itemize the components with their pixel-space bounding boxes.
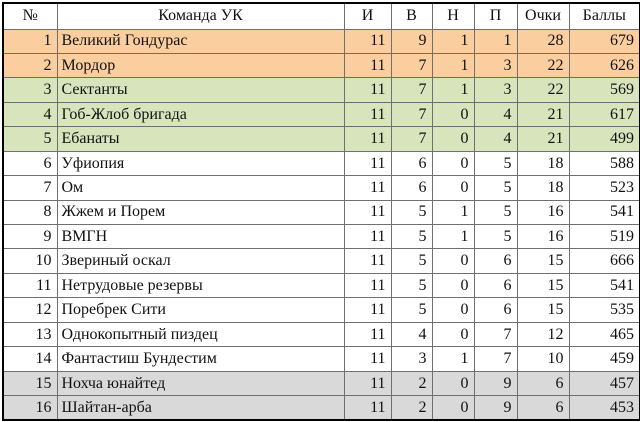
score-cell: 617 [569, 102, 640, 126]
position-cell: 14 [3, 347, 57, 371]
standings-table [2, 2, 640, 421]
score-cell: 535 [569, 298, 640, 322]
points-cell: 18 [517, 176, 569, 200]
points-cell: 6 [517, 371, 569, 395]
col-header-points: Очки [517, 3, 569, 29]
team-name-cell: Ом [57, 176, 344, 200]
col-header-position: № [3, 3, 57, 29]
team-name-cell: Ебанаты [57, 127, 344, 151]
games-played-cell: 11 [344, 371, 391, 395]
wins-cell: 7 [391, 53, 432, 77]
games-played-cell: 11 [344, 127, 391, 151]
draws-cell: 0 [432, 151, 474, 175]
team-name-cell: Однокопытный пиздец [57, 322, 344, 346]
losses-cell: 7 [474, 347, 517, 371]
score-cell: 541 [569, 273, 640, 297]
table-row [3, 29, 640, 53]
wins-cell: 2 [391, 396, 432, 420]
col-header-games: И [344, 3, 391, 29]
table-row [3, 151, 640, 175]
team-name-cell: Жжем и Порем [57, 200, 344, 224]
losses-cell: 5 [474, 176, 517, 200]
team-name-cell: Фантастиш Бундестим [57, 347, 344, 371]
draws-cell: 0 [432, 249, 474, 273]
points-cell: 22 [517, 53, 569, 77]
position-cell: 2 [3, 53, 57, 77]
losses-cell: 7 [474, 322, 517, 346]
losses-cell: 3 [474, 53, 517, 77]
score-cell: 465 [569, 322, 640, 346]
table-row [3, 347, 640, 371]
wins-cell: 3 [391, 347, 432, 371]
table-row [3, 127, 640, 151]
games-played-cell: 11 [344, 176, 391, 200]
score-cell: 569 [569, 78, 640, 102]
games-played-cell: 11 [344, 273, 391, 297]
wins-cell: 7 [391, 78, 432, 102]
table-row [3, 298, 640, 322]
wins-cell: 5 [391, 298, 432, 322]
table-row [3, 200, 640, 224]
position-cell: 6 [3, 151, 57, 175]
wins-cell: 5 [391, 225, 432, 249]
wins-cell: 5 [391, 249, 432, 273]
table-row [3, 53, 640, 77]
standings-table-body [3, 29, 640, 420]
table-row [3, 396, 640, 420]
position-cell: 5 [3, 127, 57, 151]
table-row [3, 176, 640, 200]
wins-cell: 4 [391, 322, 432, 346]
table-row [3, 249, 640, 273]
points-cell: 22 [517, 78, 569, 102]
losses-cell: 5 [474, 225, 517, 249]
points-cell: 10 [517, 347, 569, 371]
points-cell: 16 [517, 200, 569, 224]
losses-cell: 6 [474, 273, 517, 297]
position-cell: 3 [3, 78, 57, 102]
score-cell: 499 [569, 127, 640, 151]
team-name-cell: Шайтан-арба [57, 396, 344, 420]
score-cell: 666 [569, 249, 640, 273]
losses-cell: 4 [474, 102, 517, 126]
losses-cell: 4 [474, 127, 517, 151]
games-played-cell: 11 [344, 322, 391, 346]
wins-cell: 5 [391, 200, 432, 224]
position-cell: 9 [3, 225, 57, 249]
col-header-draws: Н [432, 3, 474, 29]
points-cell: 21 [517, 102, 569, 126]
draws-cell: 0 [432, 273, 474, 297]
draws-cell: 0 [432, 127, 474, 151]
table-row [3, 371, 640, 395]
position-cell: 11 [3, 273, 57, 297]
games-played-cell: 11 [344, 396, 391, 420]
score-cell: 679 [569, 29, 640, 53]
games-played-cell: 11 [344, 151, 391, 175]
draws-cell: 0 [432, 298, 474, 322]
draws-cell: 0 [432, 102, 474, 126]
team-name-cell: Нетрудовые резервы [57, 273, 344, 297]
games-played-cell: 11 [344, 298, 391, 322]
draws-cell: 1 [432, 78, 474, 102]
position-cell: 8 [3, 200, 57, 224]
wins-cell: 2 [391, 371, 432, 395]
losses-cell: 3 [474, 78, 517, 102]
team-name-cell: Сектанты [57, 78, 344, 102]
table-row [3, 273, 640, 297]
wins-cell: 6 [391, 176, 432, 200]
team-name-cell: Нохча юнайтед [57, 371, 344, 395]
wins-cell: 6 [391, 151, 432, 175]
position-cell: 7 [3, 176, 57, 200]
losses-cell: 5 [474, 151, 517, 175]
table-row [3, 102, 640, 126]
score-cell: 459 [569, 347, 640, 371]
draws-cell: 1 [432, 225, 474, 249]
losses-cell: 9 [474, 396, 517, 420]
position-cell: 15 [3, 371, 57, 395]
position-cell: 16 [3, 396, 57, 420]
games-played-cell: 11 [344, 102, 391, 126]
games-played-cell: 11 [344, 200, 391, 224]
points-cell: 12 [517, 322, 569, 346]
wins-cell: 7 [391, 127, 432, 151]
score-cell: 588 [569, 151, 640, 175]
header-row [3, 3, 640, 29]
draws-cell: 0 [432, 396, 474, 420]
points-cell: 15 [517, 298, 569, 322]
points-cell: 28 [517, 29, 569, 53]
points-cell: 15 [517, 249, 569, 273]
score-cell: 626 [569, 53, 640, 77]
draws-cell: 1 [432, 200, 474, 224]
team-name-cell: Великий Гондурас [57, 29, 344, 53]
losses-cell: 5 [474, 200, 517, 224]
wins-cell: 5 [391, 273, 432, 297]
draws-cell: 1 [432, 53, 474, 77]
team-name-cell: ВМГН [57, 225, 344, 249]
draws-cell: 0 [432, 176, 474, 200]
score-cell: 453 [569, 396, 640, 420]
wins-cell: 7 [391, 102, 432, 126]
games-played-cell: 11 [344, 225, 391, 249]
team-name-cell: Гоб-Жлоб бригада [57, 102, 344, 126]
losses-cell: 6 [474, 298, 517, 322]
games-played-cell: 11 [344, 29, 391, 53]
score-cell: 541 [569, 200, 640, 224]
games-played-cell: 11 [344, 78, 391, 102]
team-name-cell: Поребрек Сити [57, 298, 344, 322]
table-row [3, 225, 640, 249]
losses-cell: 9 [474, 371, 517, 395]
losses-cell: 6 [474, 249, 517, 273]
wins-cell: 9 [391, 29, 432, 53]
games-played-cell: 11 [344, 53, 391, 77]
team-name-cell: Звериный оскал [57, 249, 344, 273]
team-name-cell: Уфиопия [57, 151, 344, 175]
col-header-score: Баллы [569, 3, 640, 29]
draws-cell: 1 [432, 29, 474, 53]
col-header-losses: П [474, 3, 517, 29]
position-cell: 13 [3, 322, 57, 346]
team-name-cell: Мордор [57, 53, 344, 77]
position-cell: 4 [3, 102, 57, 126]
points-cell: 18 [517, 151, 569, 175]
score-cell: 457 [569, 371, 640, 395]
col-header-team: Команда УК [57, 3, 344, 29]
draws-cell: 0 [432, 322, 474, 346]
points-cell: 15 [517, 273, 569, 297]
draws-cell: 1 [432, 347, 474, 371]
position-cell: 12 [3, 298, 57, 322]
score-cell: 519 [569, 225, 640, 249]
points-cell: 21 [517, 127, 569, 151]
table-row [3, 322, 640, 346]
position-cell: 10 [3, 249, 57, 273]
points-cell: 16 [517, 225, 569, 249]
position-cell: 1 [3, 29, 57, 53]
table-row [3, 78, 640, 102]
losses-cell: 1 [474, 29, 517, 53]
score-cell: 523 [569, 176, 640, 200]
draws-cell: 0 [432, 371, 474, 395]
games-played-cell: 11 [344, 249, 391, 273]
points-cell: 6 [517, 396, 569, 420]
col-header-wins: В [391, 3, 432, 29]
games-played-cell: 11 [344, 347, 391, 371]
